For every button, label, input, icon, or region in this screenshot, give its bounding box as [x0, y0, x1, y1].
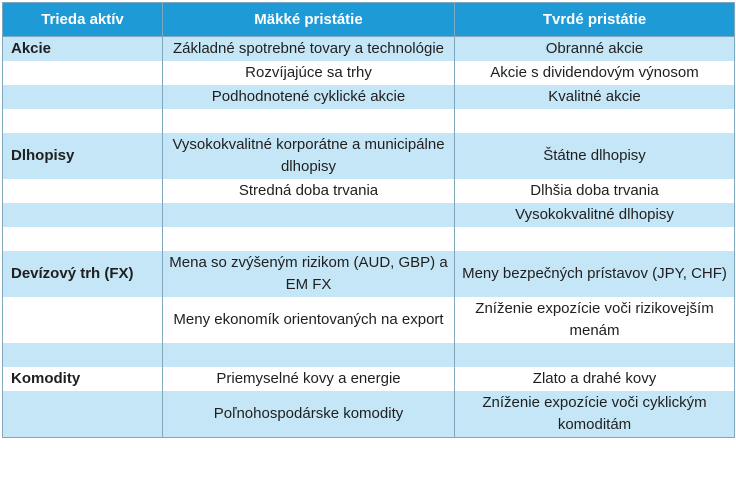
table-row: [3, 179, 735, 203]
category-label-dlhopisy: Dlhopisy: [3, 133, 163, 179]
hard-cell: Kvalitné akcie: [455, 85, 735, 109]
soft-cell: Poľnohospodárske komodity: [163, 391, 455, 438]
hard-cell: Zlato a drahé kovy: [455, 367, 735, 391]
hard-cell: Zníženie expozície voči rizikovejším menám: [455, 297, 735, 343]
hard-cell: Vysokokvalitné dlhopisy: [455, 203, 735, 227]
spacer-row: [3, 343, 735, 367]
category-cell: [3, 297, 163, 343]
soft-cell: Vysokokvalitné korporátne a municipálne dlhopisy: [163, 133, 455, 179]
table-row: [3, 203, 735, 227]
asset-class-table: [2, 2, 735, 438]
spacer-row: [3, 227, 735, 251]
hard-cell: Štátne dlhopisy: [455, 133, 735, 179]
hard-cell: Meny bezpečných prístavov (JPY, CHF): [455, 251, 735, 297]
table-row: [3, 297, 735, 343]
category-label-akcie: Akcie: [3, 37, 163, 62]
soft-cell: Základné spotrebné tovary a technológie: [163, 37, 455, 62]
soft-cell: Meny ekonomík orientovaných na export: [163, 297, 455, 343]
header-hard-landing: Tvrdé pristátie: [455, 3, 735, 37]
category-cell: [3, 179, 163, 203]
header-soft-landing: Mäkké pristátie: [163, 3, 455, 37]
table-header-row: [3, 3, 735, 37]
soft-cell: Rozvíjajúce sa trhy: [163, 61, 455, 85]
soft-cell: [163, 203, 455, 227]
table-row: [3, 133, 735, 179]
table-row: [3, 85, 735, 109]
table-row: [3, 367, 735, 391]
hard-cell: Dlhšia doba trvania: [455, 179, 735, 203]
table-row: [3, 37, 735, 62]
soft-cell: Podhodnotené cyklické akcie: [163, 85, 455, 109]
asset-class-table-container: [2, 2, 734, 438]
table-row: [3, 61, 735, 85]
hard-cell: Akcie s dividendovým výnosom: [455, 61, 735, 85]
soft-cell: Priemyselné kovy a energie: [163, 367, 455, 391]
category-cell: [3, 61, 163, 85]
category-label-fx: Devízový trh (FX): [3, 251, 163, 297]
table-row: [3, 391, 735, 438]
hard-cell: Zníženie expozície voči cyklickým komoditám: [455, 391, 735, 438]
category-cell: [3, 85, 163, 109]
soft-cell: Stredná doba trvania: [163, 179, 455, 203]
hard-cell: Obranné akcie: [455, 37, 735, 62]
table-row: [3, 251, 735, 297]
spacer-row: [3, 109, 735, 133]
category-cell: [3, 391, 163, 438]
soft-cell: Mena so zvýšeným rizikom (AUD, GBP) a EM FX: [163, 251, 455, 297]
category-label-komodity: Komodity: [3, 367, 163, 391]
header-asset-class: Trieda aktív: [3, 3, 163, 37]
category-cell: [3, 203, 163, 227]
